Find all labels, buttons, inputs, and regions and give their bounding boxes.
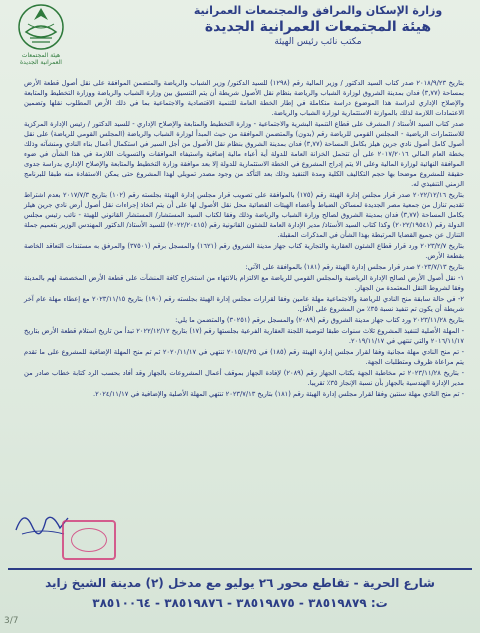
footer-address: شارع الحرية - تقاطع محور ٢٦ يوليو مع مدخل (٢) مدينة الشيخ زايد bbox=[45, 576, 435, 590]
paragraph-2: صدر كتاب السيد الأستاذ / المشرف على قطاع التنمية البشرية والاجتماعية - وزارة التخطيط والمتابعة والإصلاح الإداري - للسيد الدكتور / رئيس الإدارة المركزية للاستثمارات الرياضية - المجلس القومي للرياضة رقم (بدون) والمتضمن الموافقة من حيث المبدأ لوزارة الشباب والرياضة (المجلس القومي للرياضة) على نقل أصول كامل أصول نادي جرين هيلز بكامل المساحة (٣,٧٧) فدان بمدينة الشروق بنظام نقل الأصول من أجل السير في استكمال أعمال بناء النادي ومنشآته وذلك بخطة العام المالي ٢٠١٧/٢٠١٦ على أن تتحمل الخزانة العامة للدولة أية أعباء مالية إضافية واستيفاء الموافقات والتسويات اللازمة في هذا الشأن في ضوء الموافقة النهائية لوزارة المالية وعلى الا يتم إدراج المشروع في الخطة الاستثمارية للدولة إلا بعد موافقة وزارة التخطيط والمتابعة والإصلاح الإداري بدراسة جدوى حقيقة للمشروع موضحا بها حجم التكاليف الكلية ومدة التنفيذ وذلك بعد التأكد من وجود مصدر تمويلي لهذا المشروع حتى يمكن الاستفادة منه طبقا للبرنامج الزمني التنفيذي له. bbox=[24, 120, 464, 188]
logo-caption: هيئة المجتمعات العمرانية الجديدة bbox=[20, 52, 62, 66]
paragraph-3: بتاريخ ٢٠٢٢/١٢/١٦ صدر قرار مجلس إدارة الهيئة رقم (١٧٥) بالموافقة على تصويب قرار مجلس إدارة الهيئة بجلسته رقم (١٠٢) بتاريخ ٢٠١٧/٧/٣ بعدم اشتراط تقديم تنازل من جمعية مصر الجديدة لمساكن الضباط وأعضاء الهيئات القضائية محل نقل الأصول لها على أن يتم اتخاذ إجراءات نقل أصول أرض نادي جرين هيلز بكامل المساحة (٣,٧٧) فدان بمدينة الشروق لصالح وزارة الشباب والرياضة وذلك وفقا لكتاب السيد المستشار/ المستشار القانوني للهيئة - نائب رئيس مجلس الدولة رقم (٢٠٢٢/١٩٥٤١) وكذا كتاب السيد الأستاذ/ مدير الإدارة العامة للشئون القانونية رقم (٢٠٢٢/٢٠٤١٥) للسيد الأستاذ/ الدكتور المهندس الوزير بتعميم جملة التنازل عن جميع القضايا المرتبطة بهذا الشأن في المذكرات المقبلة. bbox=[24, 191, 464, 239]
authority-name: هيئة المجتمعات العمرانية الجديدة bbox=[204, 19, 432, 35]
authority-logo-graphic bbox=[16, 2, 66, 52]
paragraph-11: - بتاريخ ٢٠٢٣/١١/٢٨ تم مخاطبة الجهة بكتاب الجهاز رقم (٢٠٨٩) لإفادة الجهاز بموقف أعمال المشروعات بالجهاز وقد أفاد بحسب الرد كتابة خطاب صادر من مدير الإدارة الهندسية بالجهاز بأن نسبة الإنجاز ٣٥٪ تقريبا. bbox=[24, 369, 464, 387]
paragraph-5: بتاريخ ٢٠٢٣/٧/١٣ صدر قرار مجلس إدارة الهيئة رقم (١٨١) بالموافقة على الآتي: bbox=[245, 263, 464, 271]
stamp-emblem bbox=[71, 528, 107, 552]
paragraph-9: - المهلة الأصلية لتنفيذ المشروع ثلاث سنوات طبقا لتوصية اللجنة العقارية الفرعية بجلستها رقم (١٧) بتاريخ ٢٠٢٢/١٢/١٢ تبدأ من تاريخ استلام قطعة الأرض بتاريخ ٢٠١٦/١١/١٧ والتي تنتهي في ٢٠١٩/١١/١٧. bbox=[24, 327, 464, 345]
footer-divider bbox=[8, 568, 472, 570]
document-body bbox=[24, 78, 464, 400]
paragraph-8: بتاريخ ٢٠٢٣/١١/٢٨ ورد كتاب جهاز مدينة الشروق رقم (٢٠٨٩) والمسجل برقم (٣٠٢٥١) والمتضمن ما يلي: bbox=[175, 316, 464, 324]
page-number: 3/7 bbox=[4, 616, 19, 626]
paragraph-1: بتاريخ ٢٠١٨/٩/٢٣ صدر كتاب السيد الدكتور / وزير المالية رقم (١٢٩٨) للسيد الدكتور/ وزير الشباب والرياضة والمتضمن الموافقة على نقل أصول قطعة الأرض بمساحة (٣,٧٧) فدان بمدينة الشروق لوزارة الشباب والرياضة بنظام نقل الأصول شريطة أن يتم التنسيق بين وزارة الشباب والرياضة ووزارة التخطيط والمتابعة والإصلاح الإداري لدراسة هذا الموضوع دراسة متكاملة في إطار الخطة العامة للتنمية الاقتصادية والاجتماعية بما في ذلك الأرض المطلوب نقلها وتضمين الاعتمادات اللازمة لذلك بالموازنة الاستثمارية لوزارة الشباب والرياضة. bbox=[24, 79, 464, 117]
authority-logo bbox=[16, 2, 66, 66]
paragraph-7: ٢- في حالة سابقة منح النادي للرياضة والاجتماعية مهلة عامين وفقا لقرارات مجلس إدارة الهيئة بجلسته رقم (١٩٠) بتاريخ ٢٠٢٣/١١/١٥ مع إعطاء مهلة عام آخر شريطة أن يكون تم تنفيذ نسبة ٣٥٪ من المشروع على الأقل. bbox=[24, 295, 464, 313]
ministry-name: وزارة الإسكان والمرافق والمجتمعات العمرانية bbox=[193, 4, 443, 17]
official-stamp bbox=[62, 520, 116, 560]
paragraph-10: - تم منح النادي مهلة مجانية وفقا لقرار مجلس إدارة الهيئة رقم (١٨٥) في ٢٠١٥/٤/٢٥ تنتهي في ٢٠٢٠/١١/١٧ ثم تم منح المهلة الإضافية للمشروع على ما تقدم يتم مراعاة ظروف ومتطلبات الجهة. bbox=[24, 348, 464, 366]
paragraph-6: ١- نقل أصول الأرض لصالح الإدارة الرياضية والمجلس القومي للرياضة مع الالتزام بالانتهاء من استخراج كافة المنشآت على قطعة الأرض المخصصة لهم بالمدينة وفقا لشروط النقل المعتمدة من الجهاز. bbox=[24, 274, 464, 292]
letterhead bbox=[168, 4, 468, 49]
paragraph-4: بتاريخ ٢٠٢٣/٢/٧ ورد قرار قطاع الشئون العقارية والتجارية كتاب جهاز مدينة الشروق رقم (١٦٢١) والمسجل برقم (٣٧٥٠١) والمرفق به مستندات التعاقد الخاصة بقطعة الأرض. bbox=[24, 242, 464, 260]
paragraph-12: - تم منح النادي مهلة سنتين وفقا لقرار مجلس إدارة الهيئة رقم (١٨١) بتاريخ ٢٠٢٣/٧/١٣ تنتهي المهلة الأصلية والإضافية في ٢٠٢٤/١١/١٧. bbox=[92, 390, 464, 398]
office-name: مكتب نائب رئيس الهيئة bbox=[274, 37, 362, 47]
footer-phones: ت: ٣٨٥١٩٨٧٩ - ٣٨٥١٩٨٧٥ - ٣٨٥١٩٨٧٦ - ٣٨٥١٠٠٦٤ bbox=[92, 596, 388, 610]
